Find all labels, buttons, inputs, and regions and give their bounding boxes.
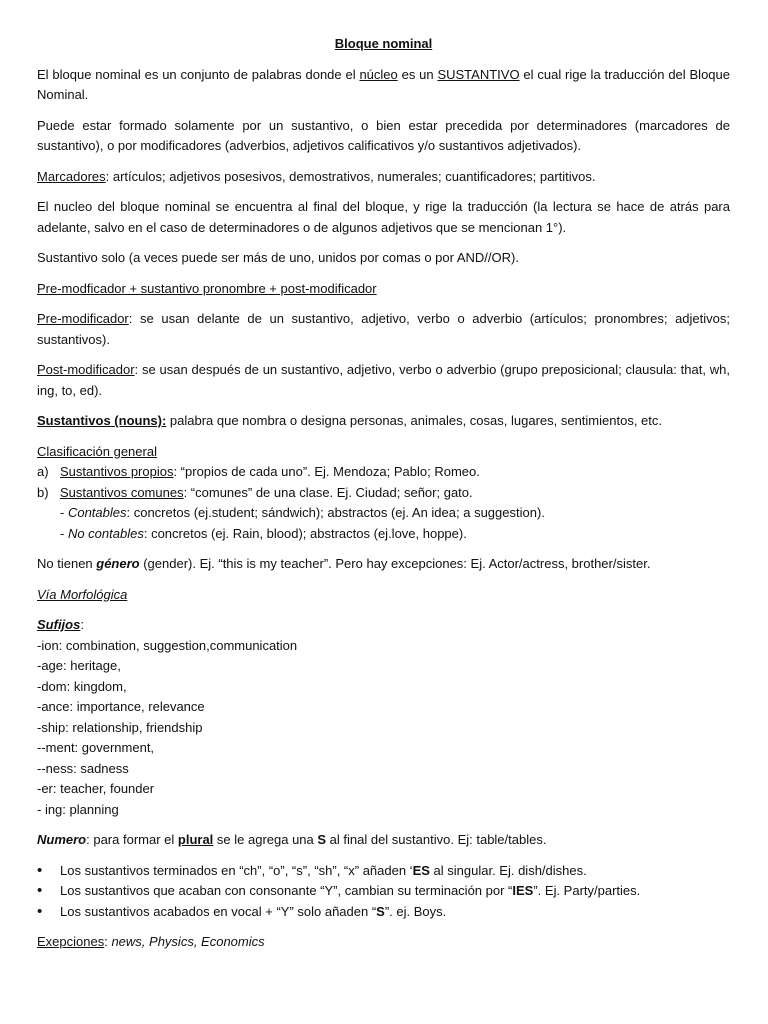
- paragraph-definition: El bloque nominal es un conjunto de palabras donde el núcleo es un SUSTANTIVO el cual rige la traducción del Bloque Nominal.: [37, 66, 730, 102]
- bullet-icon: •: [37, 882, 43, 899]
- plural-rules-list: [37, 861, 730, 923]
- list-item: • Los sustantivos terminados en “ch”, “o”, “s”, “sh”, “x” añaden ‘ES al singular. Ej. dish/dishes.: [37, 861, 730, 882]
- list-item: -er: teacher, founder: [37, 781, 155, 796]
- paragraph-via-morfologica: Vía Morfológica: [37, 586, 128, 602]
- list-item: -ship: relationship, friendship: [37, 719, 203, 735]
- paragraph-numero: Numero: para formar el plural se le agrega una S al final del sustantivo. Ej: table/tables.: [37, 832, 547, 847]
- list-subitem: - No contables: concretos (ej. Rain, blood); abstractos (ej.love, hoppe).: [60, 525, 467, 541]
- page-title: Bloque nominal: [334, 36, 433, 51]
- paragraph-post-modificador: Post-modificador: se usan después de un sustantivo, adjetivo, verbo o adverbio (grupo preposicional; clausula: that, wh, ing, to, ed).: [37, 362, 730, 398]
- bullet-icon: •: [37, 902, 43, 920]
- paragraph-nucleo: El nucleo del bloque nominal se encuentra al final del bloque, y rige la traducción (la lectura se hace de atrás para adelante, salvo en el caso de determinadores o de algunos adjetivos que se mencionan 1°).: [37, 199, 730, 235]
- list-item: a) Sustantivos propios: “propios de cada uno”. Ej. Mendoza; Pablo; Romeo.: [37, 464, 480, 479]
- clasificacion-heading: Clasificación general: [37, 443, 157, 459]
- list-item: -dom: kingdom,: [37, 678, 127, 694]
- list-item: -ance: importance, relevance: [37, 699, 205, 714]
- list-item: --ness: sadness: [37, 760, 129, 776]
- section-sufijos: [37, 615, 730, 820]
- bullet-icon: •: [37, 861, 43, 879]
- list-subitem: - Contables: concretos (ej.student; sándwich); abstractos (ej. An idea; a suggestion).: [60, 505, 545, 520]
- list-item: • Los sustantivos acabados en vocal + “Y” solo añaden “S”. ej. Boys.: [37, 902, 730, 923]
- list-item: b) Sustantivos comunes: “comunes” de una clase. Ej. Ciudad; señor; gato.: [37, 484, 473, 500]
- paragraph-pre-modificador: Pre-modificador: se usan delante de un sustantivo, adjetivo, verbo o adverbio (artículos; pronombres; adjetivos; sustantivos).: [37, 311, 730, 347]
- sufijos-heading: Sufijos:: [37, 617, 84, 632]
- paragraph-structure: Pre-modficador + sustantivo pronombre + post-modificador: [37, 280, 377, 296]
- paragraph-genero: No tienen género (gender). Ej. “this is my teacher”. Pero hay excepciones: Ej. Actor/actress, brother/sister.: [37, 556, 651, 571]
- clasificacion-list: [37, 462, 730, 544]
- paragraph-marcadores: Marcadores: artículos; adjetivos posesivos, demostrativos, numerales; cuantificadores; partitivos.: [37, 168, 596, 184]
- list-item: --ment: government,: [37, 740, 155, 755]
- paragraph-composition: Puede estar formado solamente por un sustantivo, o bien estar precedida por determinadores (marcadores de sustantivo), o por modificadores (adverbios, adjetivos calificativos y/o sustantivos adjetivados).: [37, 117, 730, 153]
- paragraph-excepciones: Exepciones: news, Physics, Economics: [37, 934, 265, 949]
- paragraph-sustantivo-solo: Sustantivo solo (a veces puede ser más de uno, unidos por comas o por AND//OR).: [37, 250, 519, 265]
- list-item: • Los sustantivos que acaban con consonante “Y”, cambian su terminación por “IES”. Ej. Party/parties.: [37, 881, 730, 902]
- list-item: - ing: planning: [37, 801, 119, 817]
- list-item: -age: heritage,: [37, 658, 121, 673]
- paragraph-sustantivos: Sustantivos (nouns): palabra que nombra o designa personas, animales, cosas, lugares, sentimientos, etc.: [37, 413, 663, 428]
- section-clasificacion: [37, 442, 730, 545]
- list-item: -ion: combination, suggestion,communication: [37, 637, 298, 653]
